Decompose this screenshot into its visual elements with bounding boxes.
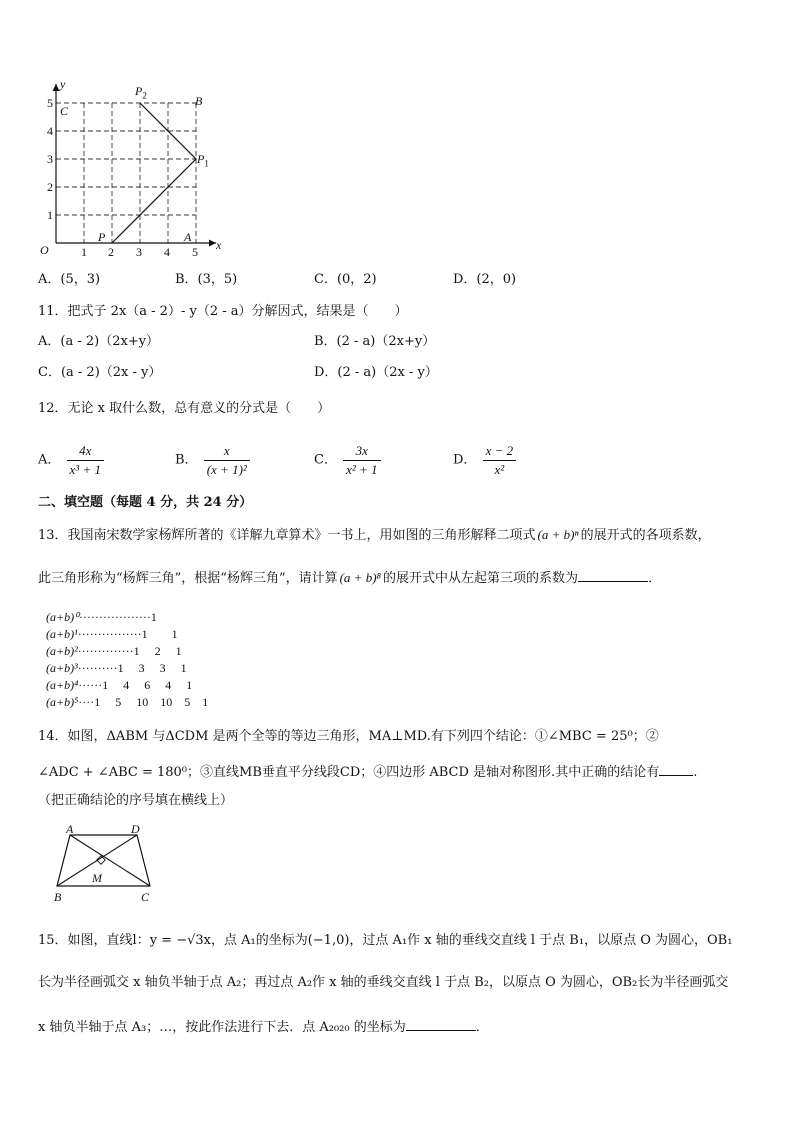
q15-line3: x 轴负半轴于点 A₃；…，按此作法进行下去．点 A₂₀₂₀ 的坐标为 ． <box>38 1016 489 1037</box>
q11-option-b[interactable]: B．(2 - a)（2x+y） <box>314 334 436 349</box>
q14-line1: 14．如图，ΔABM 与ΔCDM 是两个全等的等边三角形，MA⊥MD.有下列四个结论：①∠MBC = 25⁰；② <box>38 729 659 744</box>
label-d: D <box>131 822 140 836</box>
answer-blank[interactable] <box>659 761 693 776</box>
q10-option-a[interactable]: A．(5，3) <box>38 272 101 287</box>
x-tick: 4 <box>164 245 170 259</box>
x-tick: 1 <box>81 245 87 259</box>
yang-hui-triangle <box>46 610 246 710</box>
label-c: C <box>141 890 150 904</box>
label-m: M <box>92 871 102 885</box>
option-label: D． <box>453 452 477 468</box>
q10-option-d[interactable]: D．(2，0) <box>453 272 517 287</box>
triangle-row: (a+b)⁴······1 4 6 4 1 <box>46 678 193 692</box>
q10-option-b[interactable]: B．(3，5) <box>175 272 238 287</box>
fraction: $\frac{4x}{\text{x³ + 1}}$ <box>67 443 104 478</box>
q13-line2: 此三角形称为“杨辉三角”，根据“杨辉三角”，请计算 (a + b)⁸ 的展开式中从左起第三项的系数为 ． <box>38 567 661 588</box>
y-tick: 3 <box>47 152 53 166</box>
point-c-label: C <box>60 104 69 118</box>
q12-stem: 12．无论 x 取什么数，总有意义的分式是（ ） <box>38 401 331 416</box>
q15-line1: 15．如图，直线l：y = −√3x，点 A₁的坐标为(−1,0)，过点 A₁作 x 轴的垂线交直线 l 于点 B₁，以原点 O 为圆心，OB₁ <box>38 933 733 948</box>
q11-option-a[interactable]: A．(a - 2)（2x+y） <box>38 334 160 349</box>
q14-line3: （把正确结论的序号填在横线上） <box>38 793 234 808</box>
grid-lines <box>56 103 196 243</box>
label-a: A <box>66 822 74 836</box>
y-tick: 1 <box>47 208 53 222</box>
q11-stem: 11．把式子 2x（a - 2）- y（2 - a）分解因式，结果是（ ） <box>38 304 408 319</box>
point-p2-label: $P_2$ <box>135 84 147 101</box>
y-tick: 2 <box>47 180 53 194</box>
reflection-path <box>112 103 196 243</box>
point-b-label: B <box>195 94 203 108</box>
q10-option-c[interactable]: C．(0，2) <box>314 272 377 287</box>
point-p1-label: $P_1$ <box>197 152 209 169</box>
fraction: $\frac{3x}{\text{x² + 1}}$ <box>343 443 380 478</box>
option-label: A． <box>38 452 61 468</box>
origin-label: O <box>40 243 49 257</box>
triangle-row: (a+b)³··········1 3 3 1 <box>46 661 187 675</box>
triangle-row: (a+b)²··············1 2 1 <box>46 644 182 658</box>
fraction: $\frac{x - 2}{\text{x²}}$ <box>483 443 517 478</box>
triangle-row: (a+b)⁵····1 5 10 10 5 1 <box>46 695 209 709</box>
point-a-label: A <box>184 230 192 244</box>
q12-option-c[interactable] <box>314 443 383 478</box>
q11-option-c[interactable]: C．(a - 2)（2x - y） <box>38 365 162 380</box>
fraction: $\frac{x}{\text{(x + 1)²}}$ <box>204 443 250 478</box>
triangle-row: (a+b)¹················1 1 <box>46 627 178 641</box>
q12-option-b[interactable] <box>175 443 252 478</box>
answer-blank[interactable] <box>406 1016 476 1031</box>
point-p-label: P <box>98 230 106 244</box>
q14-line2: ∠ADC + ∠ABC = 180⁰；③直线MB垂直平分线段CD；④四边形 ABCD 是轴对称图形.其中正确的结论有 . <box>38 761 697 782</box>
option-label: B． <box>175 452 198 468</box>
q15-line2: 长为半径画弧交 x 轴负半轴于点 A₂；再过点 A₂作 x 轴的垂线交直线 l 于点 B₂，以原点 O 为圆心，OB₂长为半径画弧交 <box>38 975 729 990</box>
x-axis-label: x <box>216 238 222 252</box>
label-b: B <box>54 890 62 904</box>
x-tick: 3 <box>136 245 142 259</box>
y-tick: 5 <box>47 96 53 110</box>
q13-line1: 13．我国南宋数学家杨辉所著的《详解九章算术》一书上，用如图的三角形解释二项式 (a + b)ⁿ 的展开式的各项系数， <box>38 527 711 543</box>
q12-option-d[interactable] <box>453 443 518 478</box>
x-tick: 2 <box>108 245 114 259</box>
y-tick: 4 <box>47 124 53 138</box>
q12-option-a[interactable] <box>38 443 106 478</box>
x-tick: 5 <box>192 245 198 259</box>
option-label: C． <box>314 452 337 468</box>
section-title: 二、填空题（每题 4 分，共 24 分） <box>38 495 253 510</box>
q11-option-d[interactable]: D．(2 - a)（2x - y） <box>314 365 438 380</box>
answer-blank[interactable] <box>578 567 648 582</box>
triangle-row: (a+b)⁰··················1 <box>46 610 157 624</box>
y-axis-label: y <box>60 77 66 91</box>
